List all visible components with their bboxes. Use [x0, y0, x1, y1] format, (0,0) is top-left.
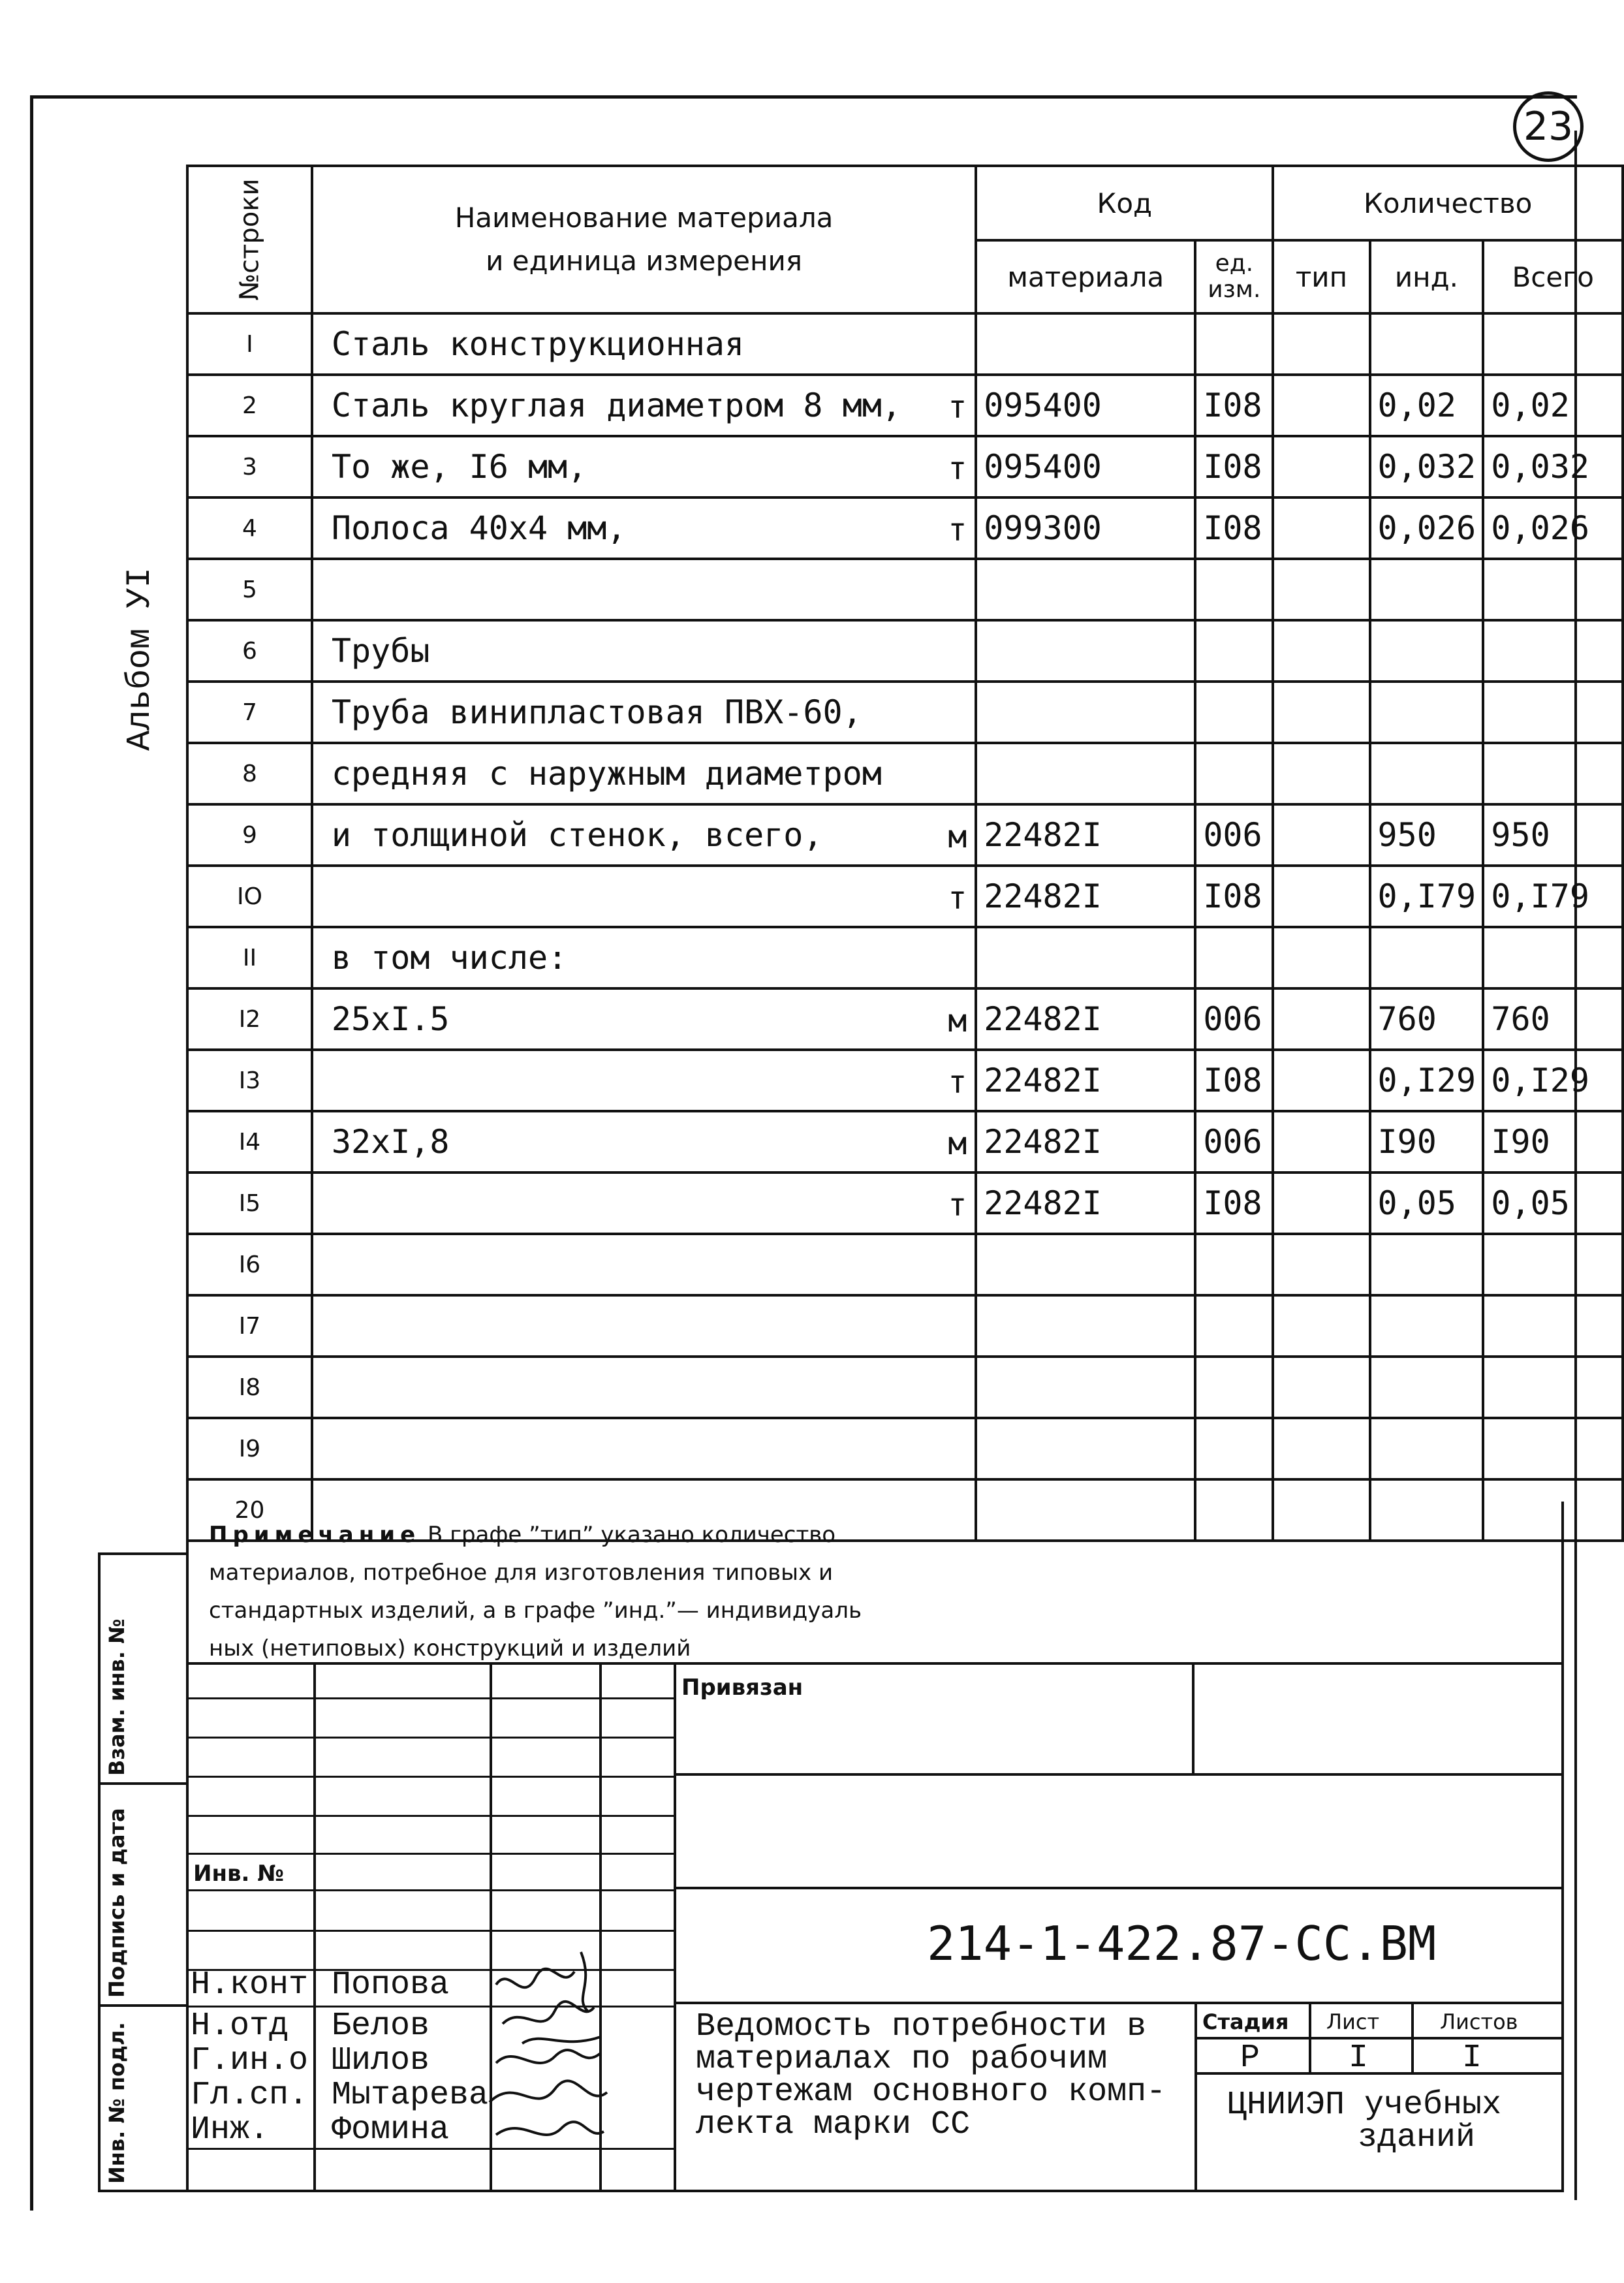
qty-type — [1273, 927, 1369, 988]
grid-v1 — [313, 1662, 316, 2192]
qty-total — [1483, 1418, 1623, 1479]
material-code: 095400 — [976, 436, 1195, 497]
sheet-number-text: 23 — [1523, 104, 1574, 150]
qty-type — [1273, 866, 1369, 927]
table-row — [187, 743, 1623, 804]
side-strip-left — [98, 1552, 101, 2192]
material-name — [312, 743, 976, 804]
qty-type — [1273, 313, 1369, 375]
material-name-text: в том числе: — [331, 939, 568, 977]
qty-type — [1273, 988, 1369, 1050]
unit-code: 006 — [1195, 988, 1273, 1050]
header-name-line1: Наименование материала — [454, 202, 834, 234]
material-unit: т — [948, 389, 967, 426]
qty-total — [1483, 313, 1623, 375]
material-code — [976, 1234, 1195, 1295]
material-name-text: и толщиной стенок, всего, — [331, 816, 823, 854]
qty-ind — [1370, 559, 1484, 620]
material-name — [312, 1234, 976, 1295]
stamp-mid-vertical — [674, 1662, 676, 2192]
table-row — [187, 620, 1623, 682]
stamp-left-border — [186, 1502, 189, 2192]
qty-type — [1273, 1357, 1369, 1418]
frame-top-line — [30, 95, 1577, 99]
material-name-text: 32хI,8 — [331, 1123, 450, 1161]
qty-ind — [1370, 1234, 1484, 1295]
sheets-label: Листов — [1440, 2009, 1518, 2034]
qty-ind — [1370, 1418, 1484, 1479]
qty-type — [1273, 620, 1369, 682]
stamp-privyazan-bottom — [674, 1773, 1564, 1776]
unit-code — [1195, 313, 1273, 375]
privyazan-label: Привязан — [681, 1675, 804, 1701]
row-number: 4 — [187, 497, 312, 559]
material-name — [312, 1357, 976, 1418]
qty-total: 0,I29 — [1483, 1050, 1623, 1111]
stamp-top-line — [186, 1662, 1564, 1665]
qty-ind — [1370, 313, 1484, 375]
grid-h7 — [186, 1930, 676, 1932]
material-name-text: Сталь круглая диаметром 8 мм, — [331, 386, 901, 424]
material-code — [976, 682, 1195, 743]
table-row — [187, 375, 1623, 436]
material-name — [312, 1173, 976, 1234]
qty-total: 950 — [1483, 804, 1623, 866]
table-row — [187, 988, 1623, 1050]
qty-type — [1273, 1111, 1369, 1173]
qty-ind — [1370, 620, 1484, 682]
row-number: IO — [187, 866, 312, 927]
header-unit: ед. изм. — [1195, 240, 1273, 313]
sheets-value: I — [1462, 2039, 1482, 2077]
header-material: материала — [976, 240, 1195, 313]
material-name — [312, 313, 976, 375]
unit-code — [1195, 1479, 1273, 1541]
sig-name-5: Фомина — [332, 2111, 450, 2149]
stamp-title-split — [1195, 2002, 1197, 2192]
header-type: тип — [1273, 240, 1369, 313]
stage-label: Стадия — [1202, 2009, 1289, 2034]
row-number: I2 — [187, 988, 312, 1050]
qty-ind: 0,02 — [1370, 375, 1484, 436]
qty-type — [1273, 1479, 1369, 1541]
qty-total — [1483, 1295, 1623, 1357]
qty-total — [1483, 1234, 1623, 1295]
table-row — [187, 804, 1623, 866]
table-row — [187, 927, 1623, 988]
qty-ind: I90 — [1370, 1111, 1484, 1173]
header-quantity: Количество — [1273, 166, 1623, 240]
stage-value: Р — [1240, 2039, 1260, 2077]
sig-name-1: Попова — [332, 1966, 450, 2004]
qty-type — [1273, 1418, 1369, 1479]
material-code — [976, 1357, 1195, 1418]
org-name — [1227, 2086, 1502, 2156]
qty-total — [1483, 927, 1623, 988]
qty-type — [1273, 559, 1369, 620]
row-number: I5 — [187, 1173, 312, 1234]
qty-type — [1273, 497, 1369, 559]
inv-no-label: Инв. № — [193, 1861, 285, 1887]
material-name — [312, 375, 976, 436]
qty-type — [1273, 1050, 1369, 1111]
table-row — [187, 1050, 1623, 1111]
grid-h5 — [186, 1853, 676, 1855]
row-number: I6 — [187, 1234, 312, 1295]
material-code: 099300 — [976, 497, 1195, 559]
material-name — [312, 927, 976, 988]
unit-code: I08 — [1195, 1173, 1273, 1234]
title-line-4: лекта марки СС — [696, 2106, 971, 2143]
material-code: 095400 — [976, 375, 1195, 436]
grid-h1 — [186, 1697, 676, 1699]
qty-total — [1483, 559, 1623, 620]
header-name-line2: и единица измерения — [486, 245, 803, 277]
material-name — [312, 682, 976, 743]
material-name — [312, 866, 976, 927]
sig-name-3: Шилов — [332, 2042, 430, 2079]
title-line-3: чертежам основного комп- — [696, 2073, 1166, 2111]
qty-ind: 0,I29 — [1370, 1050, 1484, 1111]
qty-ind: 0,032 — [1370, 436, 1484, 497]
stamp-code-bottom — [674, 2002, 1564, 2004]
sig-role-3: Г.ин.о — [191, 2042, 309, 2079]
material-code: 22482I — [976, 1111, 1195, 1173]
note-title: Примечание — [209, 1522, 421, 1548]
qty-ind: 0,026 — [1370, 497, 1484, 559]
qty-ind — [1370, 927, 1484, 988]
stamp-stage-div2 — [1411, 2002, 1414, 2075]
sig-name-4: Мытарева — [332, 2077, 489, 2114]
row-number: I9 — [187, 1418, 312, 1479]
vzam-label: Взам. инв. № — [104, 1618, 129, 1776]
row-number: 6 — [187, 620, 312, 682]
row-number: I8 — [187, 1357, 312, 1418]
side-strip-top — [98, 1552, 188, 1555]
header-ind: инд. — [1370, 240, 1484, 313]
table-row — [187, 313, 1623, 375]
row-number: I4 — [187, 1111, 312, 1173]
unit-code — [1195, 743, 1273, 804]
qty-total: 0,I79 — [1483, 866, 1623, 927]
grid-h4 — [186, 1815, 676, 1817]
stamp-privyazan-split — [1192, 1662, 1195, 1773]
row-number: 3 — [187, 436, 312, 497]
table-row — [187, 497, 1623, 559]
material-name — [312, 436, 976, 497]
qty-total: 0,02 — [1483, 375, 1623, 436]
header-name — [312, 166, 976, 313]
header-total: Всего — [1483, 240, 1623, 313]
qty-type — [1273, 1234, 1369, 1295]
material-name — [312, 1111, 976, 1173]
table-row — [187, 559, 1623, 620]
note-line-2: материалов, потребное для изготовления типовых и — [209, 1560, 834, 1586]
material-code: 22482I — [976, 804, 1195, 866]
table-row — [187, 436, 1623, 497]
material-name-text: 25хI.5 — [331, 1000, 450, 1038]
note-line-3: стандартных изделий, а в графе ”инд.”— индивидуаль — [209, 1598, 862, 1624]
material-unit: т — [948, 512, 967, 548]
unit-code — [1195, 1234, 1273, 1295]
sheet-label: Лист — [1326, 2009, 1380, 2034]
sig-role-1: Н.конт — [191, 1966, 309, 2004]
qty-ind — [1370, 682, 1484, 743]
table-row — [187, 1357, 1623, 1418]
note-line-1: В графе ”тип” указано количество — [427, 1522, 836, 1548]
qty-total: 0,026 — [1483, 497, 1623, 559]
material-name — [312, 1295, 976, 1357]
material-unit: м — [948, 1126, 967, 1162]
qty-type — [1273, 743, 1369, 804]
material-code: 22482I — [976, 1173, 1195, 1234]
sig-role-4: Гл.сп. — [191, 2077, 309, 2114]
qty-type — [1273, 682, 1369, 743]
frame-left-line — [30, 95, 33, 2211]
stamp-code-top — [674, 1887, 1564, 1889]
material-name-text: Труба винипластовая ПВХ-60, — [331, 693, 862, 731]
qty-type — [1273, 804, 1369, 866]
qty-total — [1483, 620, 1623, 682]
qty-total — [1483, 1357, 1623, 1418]
unit-code — [1195, 620, 1273, 682]
material-code — [976, 1418, 1195, 1479]
row-number: II — [187, 927, 312, 988]
title-line-2: материалах по рабочим — [696, 2041, 1108, 2078]
material-code — [976, 1295, 1195, 1357]
unit-code: I08 — [1195, 1050, 1273, 1111]
qty-total: 0,05 — [1483, 1173, 1623, 1234]
row-number: 9 — [187, 804, 312, 866]
note-block — [209, 1516, 1162, 1667]
sheet-number — [1513, 91, 1584, 162]
stamp-title — [696, 2008, 1166, 2143]
material-name — [312, 559, 976, 620]
header-code: Код — [976, 166, 1273, 240]
sig-role-5: Инж. — [191, 2111, 270, 2149]
note-line-4: ных (нетиповых) конструкций и изделий — [209, 1635, 691, 1661]
qty-ind — [1370, 1357, 1484, 1418]
unit-code: 006 — [1195, 804, 1273, 866]
qty-total: I90 — [1483, 1111, 1623, 1173]
unit-code — [1195, 559, 1273, 620]
unit-code: I08 — [1195, 866, 1273, 927]
org-line-2: зданий — [1358, 2119, 1476, 2156]
qty-total: 0,032 — [1483, 436, 1623, 497]
table-row — [187, 1418, 1623, 1479]
row-number: 5 — [187, 559, 312, 620]
material-code — [976, 743, 1195, 804]
qty-total — [1483, 682, 1623, 743]
material-name — [312, 804, 976, 866]
table-row — [187, 682, 1623, 743]
material-name-text: Трубы — [331, 632, 430, 670]
material-name-text: Полоса 40х4 мм, — [331, 509, 627, 547]
material-unit: т — [948, 1187, 967, 1223]
doc-code: 214-1-422.87-СС.ВМ — [927, 1916, 1437, 1971]
stamp-bottom-line — [186, 2190, 1564, 2192]
row-number: I3 — [187, 1050, 312, 1111]
side-strip-bottom — [98, 2190, 188, 2192]
unit-code — [1195, 927, 1273, 988]
table-row — [187, 1295, 1623, 1357]
material-unit: т — [948, 880, 967, 917]
material-name-text: Сталь конструкционная — [331, 325, 745, 363]
qty-ind — [1370, 743, 1484, 804]
grid-h2 — [186, 1737, 676, 1739]
row-number: 20 — [187, 1479, 312, 1541]
qty-type — [1273, 1173, 1369, 1234]
qty-type — [1273, 436, 1369, 497]
handwritten-signatures — [483, 1945, 614, 2161]
sheet-value: I — [1349, 2039, 1369, 2077]
material-unit: т — [948, 1064, 967, 1101]
unit-code: 006 — [1195, 1111, 1273, 1173]
unit-code — [1195, 682, 1273, 743]
qty-ind: 950 — [1370, 804, 1484, 866]
header-row-no: №строки — [187, 166, 312, 313]
qty-type — [1273, 1295, 1369, 1357]
material-name-text: То же, I6 мм, — [331, 448, 587, 486]
unit-code — [1195, 1418, 1273, 1479]
materials-table — [186, 165, 1624, 1542]
sig-name-2: Белов — [332, 2007, 430, 2045]
material-code: 22482I — [976, 866, 1195, 927]
row-number: 8 — [187, 743, 312, 804]
unit-code: I08 — [1195, 375, 1273, 436]
row-number: I7 — [187, 1295, 312, 1357]
table-row — [187, 1111, 1623, 1173]
row-number: 7 — [187, 682, 312, 743]
table-row — [187, 1234, 1623, 1295]
title-line-1: Ведомость потребности в — [696, 2008, 1147, 2045]
table-row — [187, 1173, 1623, 1234]
material-name — [312, 988, 976, 1050]
unit-code: I08 — [1195, 497, 1273, 559]
row-number: 2 — [187, 375, 312, 436]
material-unit: м — [948, 819, 967, 855]
qty-ind — [1370, 1479, 1484, 1541]
grid-h6 — [186, 1889, 676, 1891]
qty-ind — [1370, 1295, 1484, 1357]
unit-code: I08 — [1195, 436, 1273, 497]
qty-ind: 0,05 — [1370, 1173, 1484, 1234]
side-strip-div1 — [98, 1782, 188, 1785]
stamp-right-border — [1561, 1502, 1564, 2192]
unit-code — [1195, 1357, 1273, 1418]
material-name — [312, 1418, 976, 1479]
material-name — [312, 1050, 976, 1111]
podpis-label: Подпись и дата — [104, 1808, 129, 1998]
grid-h3 — [186, 1776, 676, 1778]
album-label: Альбом УI — [121, 567, 159, 751]
material-name — [312, 497, 976, 559]
material-code — [976, 620, 1195, 682]
material-code: 22482I — [976, 988, 1195, 1050]
material-unit: т — [948, 450, 967, 487]
org-line-1: ЦНИИЭП учебных — [1227, 2086, 1502, 2124]
qty-total — [1483, 1479, 1623, 1541]
material-code: 22482I — [976, 1050, 1195, 1111]
sig-role-2: Н.отд — [191, 2007, 289, 2045]
material-code — [976, 313, 1195, 375]
qty-type — [1273, 375, 1369, 436]
material-name-text: средняя с наружным диаметром — [331, 755, 882, 793]
qty-total: 760 — [1483, 988, 1623, 1050]
stamp-stage-div1 — [1309, 2002, 1311, 2075]
material-unit: м — [948, 1003, 967, 1039]
unit-code — [1195, 1295, 1273, 1357]
row-number: I — [187, 313, 312, 375]
material-code — [976, 559, 1195, 620]
inv-podl-label: Инв. № подл. — [104, 2022, 129, 2184]
material-name — [312, 620, 976, 682]
table-row — [187, 866, 1623, 927]
side-strip-div2 — [98, 2004, 188, 2007]
qty-ind: 760 — [1370, 988, 1484, 1050]
qty-ind: 0,I79 — [1370, 866, 1484, 927]
qty-total — [1483, 743, 1623, 804]
material-code — [976, 927, 1195, 988]
